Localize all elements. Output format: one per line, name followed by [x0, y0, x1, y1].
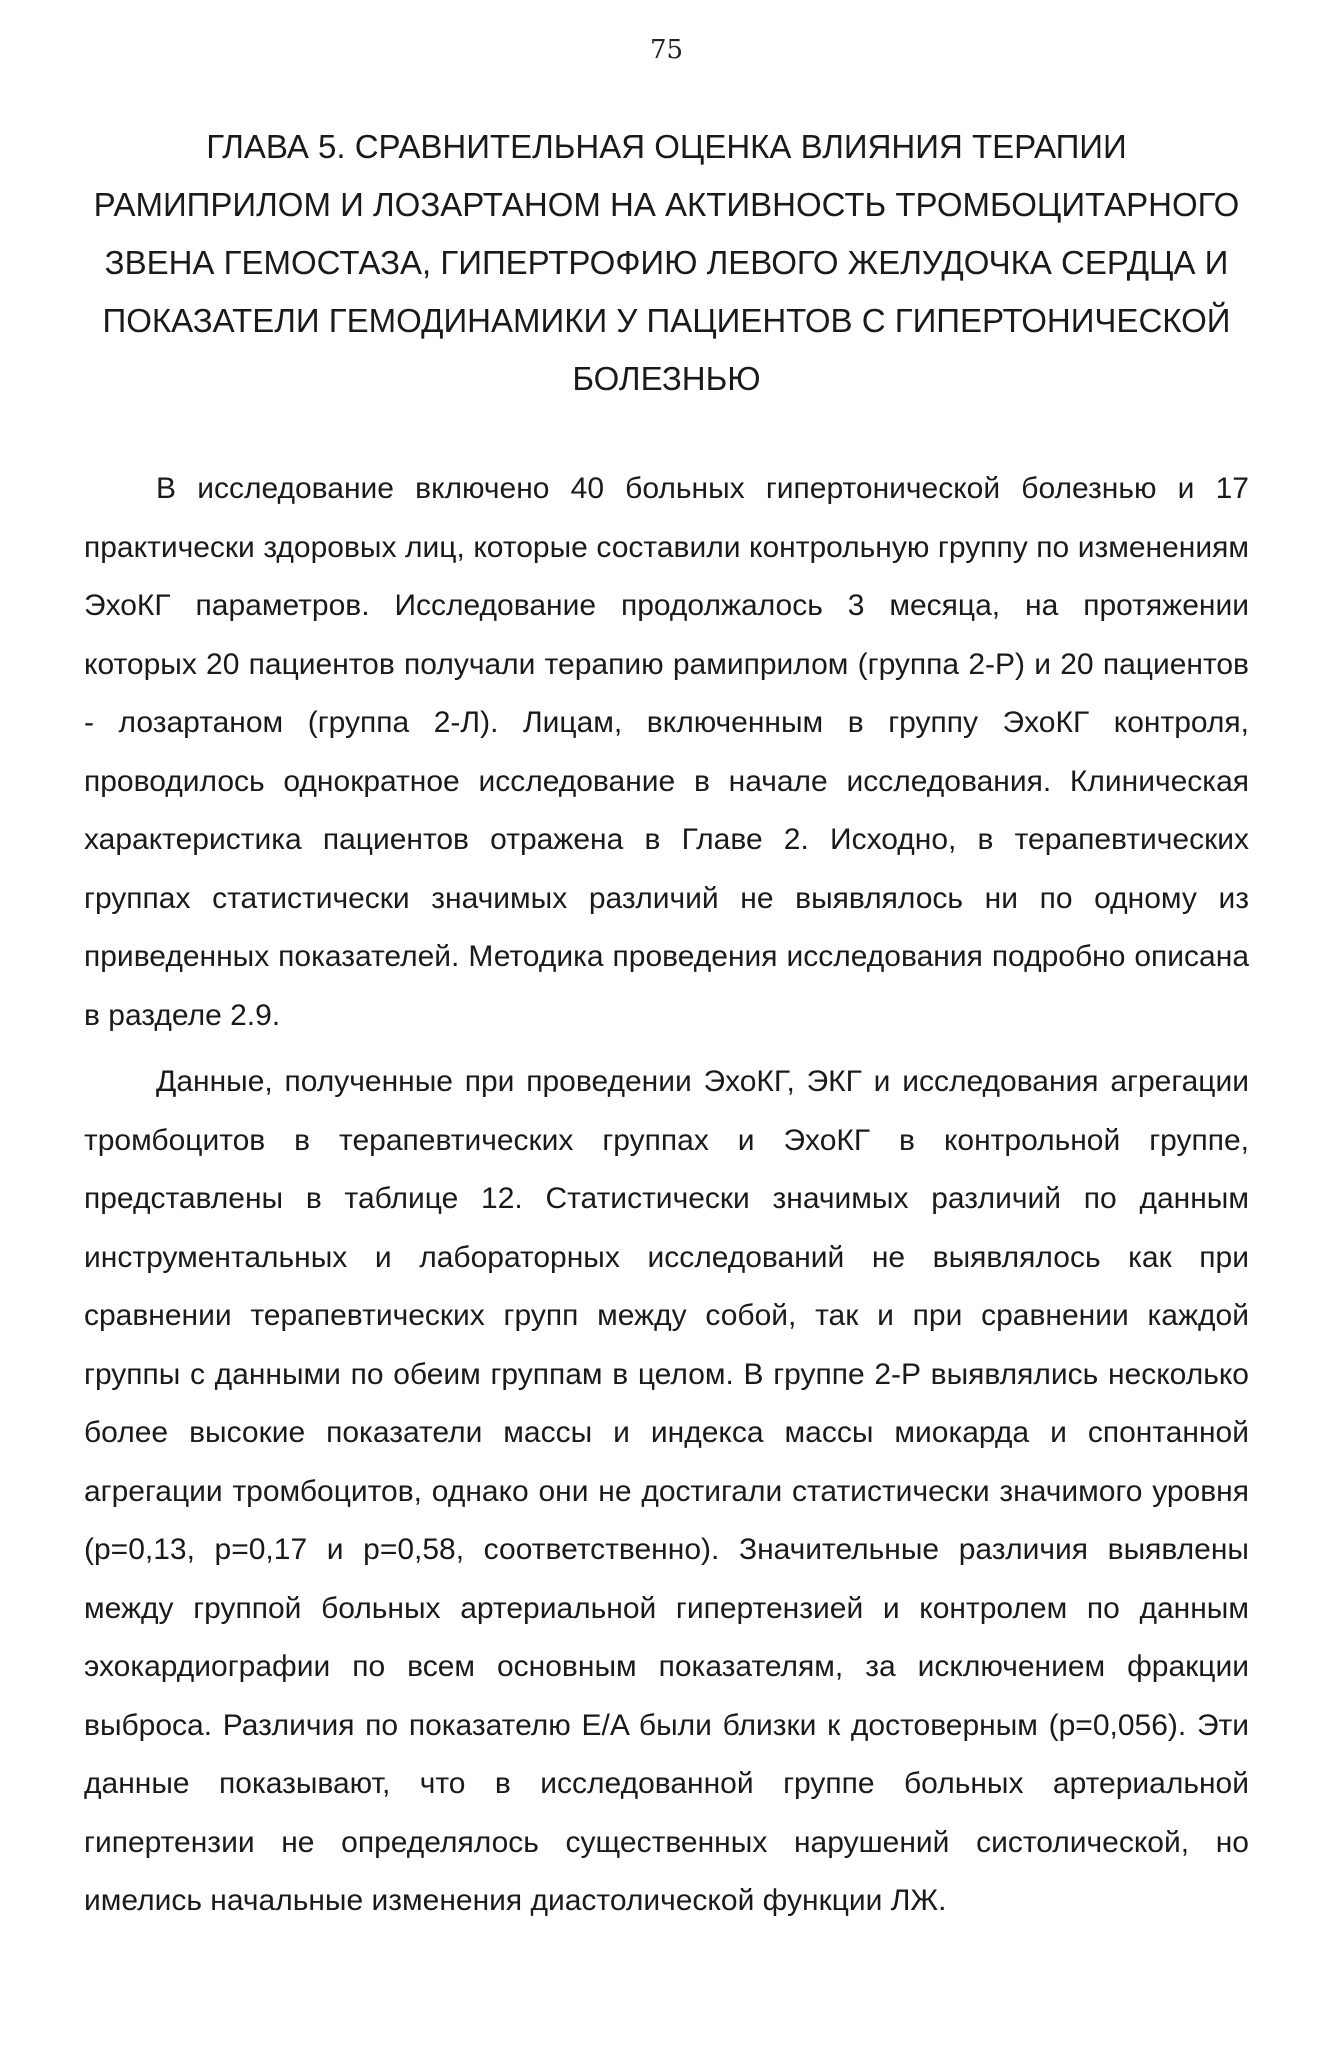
- paragraph: В исследование включено 40 больных гипертонической болезнью и 17 практически здоровых лиц, которые составили контрольную группу по изменениям ЭхоКГ параметров. Исследование продолжалось 3 месяца, на протяжении которых 20 пациентов получали терапию рамиприлом (группа 2-Р) и 20 пациентов - лозартаном (группа 2-Л). Лицам, включенным в группу ЭхоКГ контроля, проводилось однократное исследование в начале исследования. Клиническая характеристика пациентов отражена в Главе 2. Исходно, в терапевтических группах статистически значимых различий не выявлялось ни по одному из приведенных показателей. Методика проведения исследования подробно описана в разделе 2.9.: [84, 472, 1249, 1032]
- chapter-title: ГЛАВА 5. СРАВНИТЕЛЬНАЯ ОЦЕНКА ВЛИЯНИЯ ТЕРАПИИ РАМИПРИЛОМ И ЛОЗАРТАНОМ НА АКТИВНОСТЬ ТРОМБОЦИТАРНОГО ЗВЕНА ГЕМОСТАЗА, ГИПЕРТРОФИЮ ЛЕВОГО ЖЕЛУДОЧКА СЕРДЦА И ПОКАЗАТЕЛИ ГЕМОДИНАМИКИ У ПАЦИЕНТОВ С ГИПЕРТОНИЧЕСКОЙ БОЛЕЗНЬЮ: [93, 128, 1240, 397]
- body-text: [84, 460, 1249, 1931]
- paragraph: Данные, полученные при проведении ЭхоКГ, ЭКГ и исследования агрегации тромбоцитов в терапевтических группах и ЭхоКГ в контрольной группе, представлены в таблице 12. Статистически значимых различий по данным инструментальных и лабораторных исследований не выявлялось как при сравнении терапевтических групп между собой, так и при сравнении каждой группы с данными по обеим группам в целом. В группе 2-Р выявлялись несколько более высокие показатели массы и индекса массы миокарда и спонтанной агрегации тромбоцитов, однако они не достигали статистически значимого уровня (p=0,13, p=0,17 и p=0,58, соответственно). Значительные различия выявлены между группой больных артериальной гипертензией и контролем по данным эхокардиографии по всем основным показателям, за исключением фракции выброса. Различия по показателю E/A были близки к достоверным (p=0,056). Эти данные показывают, что в исследованной группе больных артериальной гипертензии не определялось существенных нарушений систолической, но имелись начальные изменения диастолической функции ЛЖ.: [84, 1065, 1249, 1917]
- page-number: 75: [649, 35, 684, 65]
